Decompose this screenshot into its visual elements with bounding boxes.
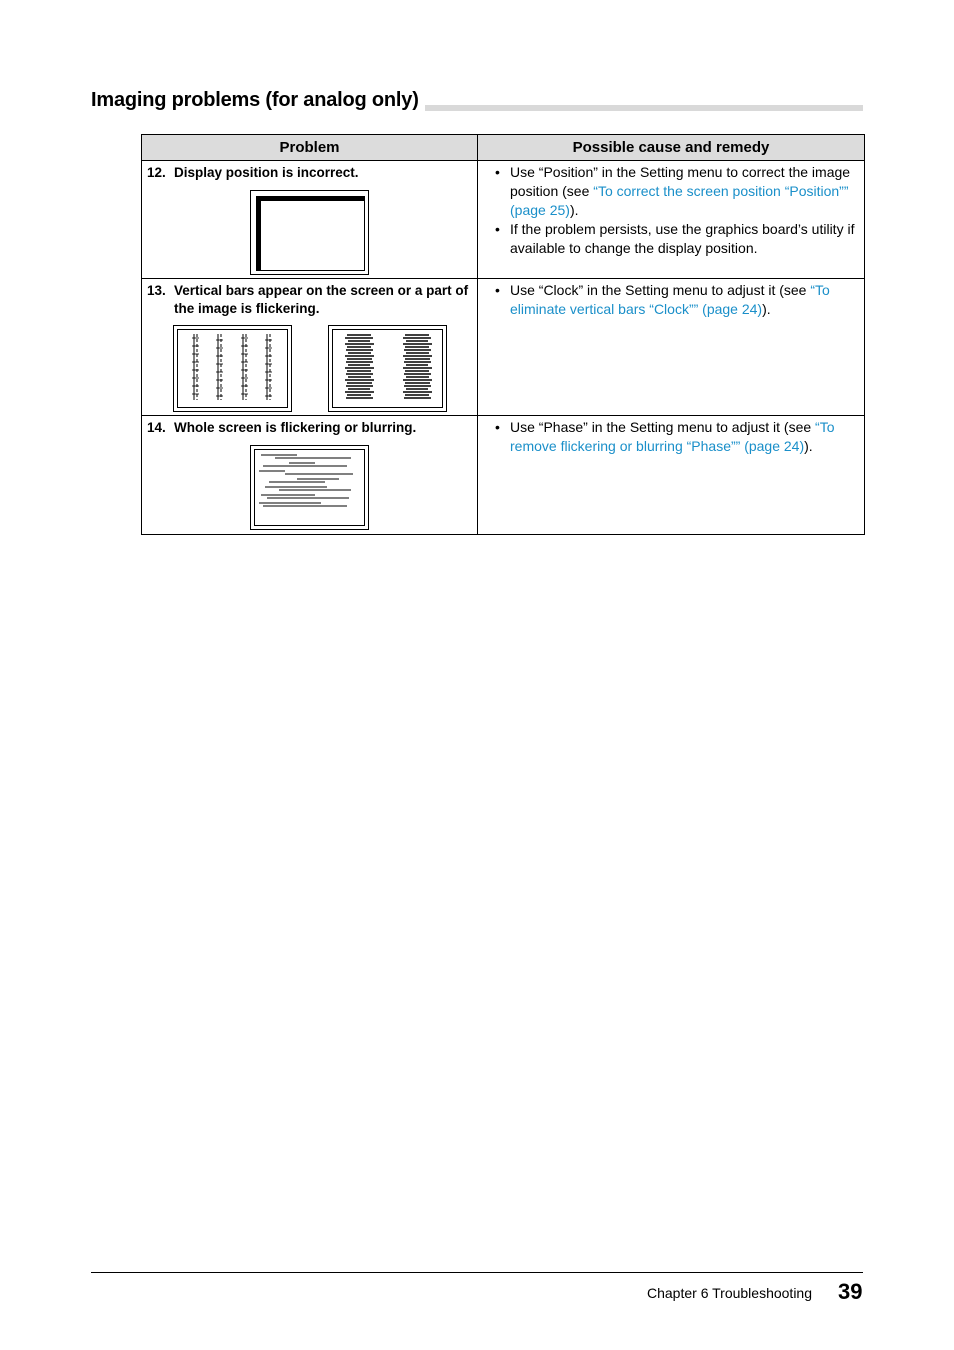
table-header-row [142,135,865,161]
remedy-cell [478,161,865,279]
problem-cell [142,416,478,535]
remedy-item: • Use “Clock” in the Setting menu to adjust it (see “To eliminate vertical bars “Clock”” (page 24)). [495,281,860,319]
remedy-item: • Use “Phase” in the Setting menu to adjust it (see “To remove flickering or blurring “Phase”” (page 24)). [495,418,860,456]
position-link[interactable]: “To correct the screen position “Position”” (page 25) [510,183,849,218]
table-row [142,416,865,535]
page-number: 39 [838,1279,863,1304]
table-row [142,279,865,416]
monitor-offset-position-illustration [250,190,369,275]
section-title: Imaging problems (for analog only) [91,89,425,112]
problem-number: 13. [147,283,166,298]
header-problem: Problem [142,135,478,161]
remedy-item: • If the problem persists, use the graphics board’s utility if available to change the display position. [495,220,860,258]
monitor-flicker-illustration [328,325,447,412]
blur-lines-pattern [255,450,361,522]
problem-number: 12. [147,165,166,180]
troubleshooting-table [141,134,865,535]
vertical-bars-pattern [178,330,284,404]
monitor-blur-illustration [250,445,369,530]
header-remedy: Possible cause and remedy [478,135,865,161]
monitor-vertical-bars-illustration [173,325,292,412]
problem-number: 14. [147,420,166,435]
problem-description: Display position is incorrect. [174,165,359,180]
problem-description: Whole screen is flickering or blurring. [174,420,417,435]
footer-chapter: Chapter 6 Troubleshooting [647,1285,812,1301]
remedy-cell [478,416,865,535]
problem-cell [142,161,478,279]
problem-cell [142,279,478,416]
footer-rule [91,1272,863,1273]
table-row [142,161,865,279]
remedy-cell [478,279,865,416]
problem-description: Vertical bars appear on the screen or a part of the image is flickering. [174,283,469,316]
phase-link[interactable]: “To remove flickering or blurring “Phase”” (page 24) [510,419,835,454]
flicker-bars-pattern [333,330,439,404]
clock-link[interactable]: “To eliminate vertical bars “Clock”” (page 24) [510,282,830,317]
remedy-item: • Use “Position” in the Setting menu to correct the image position (see “To correct the screen position “Position”” (page 25)). [495,163,860,220]
